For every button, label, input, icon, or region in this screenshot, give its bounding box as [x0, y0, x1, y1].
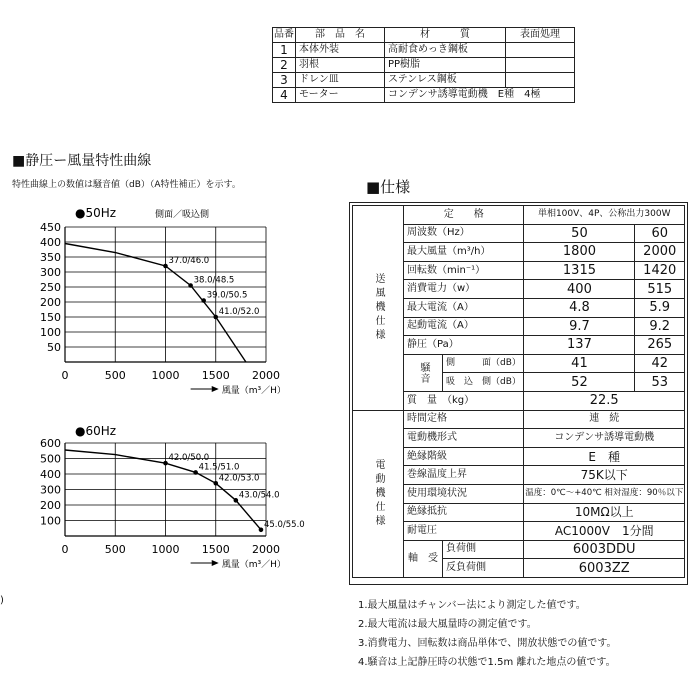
spec-value: AC1000V 1分間	[524, 522, 685, 541]
spec-value-60: 60	[635, 224, 685, 243]
y-tick-label: 350	[40, 251, 61, 264]
chart-50hz-title: ●50Hz	[75, 206, 117, 220]
y-tick-label: 250	[40, 281, 61, 294]
data-point	[163, 461, 168, 466]
data-label: 41.5/51.0	[198, 462, 240, 473]
spec-value-50: 9.7	[524, 317, 635, 336]
spec-noise-intake-60: 53	[635, 373, 685, 392]
parts-table	[272, 27, 575, 103]
x-tick-label: 1500	[201, 369, 230, 382]
part-name: モーター	[296, 88, 385, 103]
note-item: 1.最大風量はチャンバー法により測定した値です。	[358, 600, 586, 611]
part-name: 羽根	[296, 58, 385, 73]
x-tick-label: 0	[61, 543, 69, 556]
spec-value-50: 4.8	[524, 298, 635, 317]
chart-50hz	[0, 200, 300, 396]
x-tick-label: 500	[104, 369, 126, 382]
spec-label: 巻線温度上昇	[404, 466, 524, 485]
data-point	[259, 528, 264, 533]
data-point	[193, 470, 198, 475]
y-tick-label: 400	[40, 468, 61, 481]
spec-value-60: 9.2	[635, 317, 685, 336]
spec-bearing-load-value: 6003DDU	[524, 540, 685, 559]
y-tick-label: 300	[40, 266, 61, 279]
data-label: 42.0/50.0	[168, 453, 210, 464]
x-tick-label: 1500	[201, 543, 230, 556]
part-finish	[506, 58, 575, 73]
data-point	[188, 283, 193, 288]
part-no: 4	[273, 88, 296, 103]
spec-value-60: 515	[635, 280, 685, 299]
y-tick-label: 300	[40, 483, 61, 497]
y-tick-label: 200	[40, 499, 61, 512]
y-tick-label: 50	[47, 341, 61, 354]
x-tick-label: 1000	[151, 543, 180, 556]
part-material: PP樹脂	[385, 58, 506, 73]
spec-noise-intake-label: 吸 込 側（dB）	[443, 373, 524, 392]
data-point	[213, 481, 218, 486]
parts-row	[273, 58, 575, 73]
spec-value: 10MΩ以上	[524, 503, 685, 522]
data-point	[213, 315, 218, 320]
part-finish	[506, 73, 575, 88]
parts-row	[273, 43, 575, 58]
part-material: コンデンサ誘導電動機 E種 4極	[385, 88, 575, 103]
spec-title: ■仕様	[366, 178, 411, 196]
spec-table	[352, 205, 685, 578]
chart-60hz-svg	[0, 418, 305, 578]
spec-bearing-load-label: 負荷側	[443, 540, 524, 559]
spec-noise-side-60: 42	[635, 354, 685, 373]
spec-value: E 種	[524, 447, 685, 466]
y-tick-label: 600	[40, 437, 61, 450]
spec-bearing-anti-value: 6003ZZ	[524, 559, 685, 578]
spec-bearing-anti-label: 反負荷側	[443, 559, 524, 578]
part-material: 高耐食めっき鋼板	[385, 43, 506, 58]
x-tick-label: 500	[104, 543, 126, 556]
part-no: 3	[273, 73, 296, 88]
spec-noise-label: 騒音	[404, 354, 443, 391]
data-point	[201, 298, 206, 303]
data-label: 43.0/54.0	[238, 490, 280, 501]
spec-value: 連 続	[524, 410, 685, 429]
spec-label: 電動機形式	[404, 429, 524, 448]
chart-60hz-title: ●60Hz	[75, 424, 117, 438]
spec-label: 静圧（Pa）	[404, 336, 524, 355]
data-label: 37.0/46.0	[168, 256, 210, 266]
data-point	[234, 498, 239, 503]
spec-label: 耐電圧	[404, 522, 524, 541]
y-tick-label: 500	[40, 452, 61, 466]
x-axis-label: 風量（m³／H）	[221, 560, 286, 570]
spec-mass-label: 質 量 （kg）	[404, 391, 524, 410]
spec-value-50: 1315	[524, 261, 635, 280]
spec-value: コンデンサ誘導電動機	[524, 429, 685, 448]
spec-rating-label: 定 格	[404, 206, 524, 225]
spec-label: 周波数（Hz）	[404, 224, 524, 243]
part-name: 本体外装	[296, 43, 385, 58]
part-material: ステンレス鋼板	[385, 73, 506, 88]
spec-value-50: 50	[524, 224, 635, 243]
spec-label: 消費電力（w）	[404, 280, 524, 299]
part-finish	[506, 43, 575, 58]
y-tick-label: 100	[40, 514, 61, 528]
spec-mass-value: 22.5	[524, 391, 685, 410]
x-tick-label: 2000	[252, 543, 280, 556]
spec-label: 最大風量（m³/h）	[404, 243, 524, 262]
spec-group-motor: 電動機仕様	[353, 410, 404, 577]
parts-row	[273, 73, 575, 88]
spec-value-60: 2000	[635, 243, 685, 262]
y-tick-label: 400	[40, 236, 61, 249]
spec-row	[353, 410, 685, 429]
spec-value-60: 5.9	[635, 298, 685, 317]
axis-arrow-head	[212, 560, 219, 566]
part-no: 1	[273, 43, 296, 58]
edge-mark: )	[0, 595, 4, 606]
y-tick-label: 100	[40, 326, 61, 339]
spec-value-50: 400	[524, 280, 635, 299]
spec-value-50: 1800	[524, 243, 635, 262]
note-item: 4.騒音は上記静圧時の状態で1.5m 離れた地点の値です。	[358, 657, 616, 668]
spec-value-50: 137	[524, 336, 635, 355]
parts-header-finish: 表面処理	[506, 28, 575, 43]
x-tick-label: 1000	[151, 369, 180, 382]
part-no: 2	[273, 58, 296, 73]
data-label: 42.0/53.0	[218, 473, 260, 484]
spec-value: 温度：0℃～+40℃ 相対湿度：90％以下	[524, 484, 685, 503]
y-tick-label: 200	[40, 296, 61, 309]
spec-label: 最大電流（A）	[404, 298, 524, 317]
spec-value-60: 1420	[635, 261, 685, 280]
series-line	[65, 244, 246, 363]
data-point	[163, 264, 168, 269]
spec-noise-side-label: 側 面（dB）	[443, 354, 524, 373]
spec-value-60: 265	[635, 336, 685, 355]
spec-label: 使用環境状況	[404, 484, 524, 503]
spec-label: 絶縁階級	[404, 447, 524, 466]
parts-header-name: 部 品 名	[296, 28, 385, 43]
curve-section-subtitle: 特性曲線上の数値は騒音値（dB）（A特性補正）を示す。	[12, 180, 241, 190]
data-label: 39.0/50.5	[206, 290, 248, 301]
spec-label: 起動電流（A）	[404, 317, 524, 336]
chart-60hz	[0, 418, 305, 578]
spec-value: 75K以下	[524, 466, 685, 485]
parts-header-material: 材 質	[385, 28, 506, 43]
x-axis-label: 風量（m³／H）	[221, 386, 286, 396]
chart-50hz-side-label: 側面／吸込側	[155, 210, 210, 220]
spec-table-frame	[349, 202, 688, 585]
y-tick-label: 150	[40, 311, 61, 324]
spec-label: 回転数（min⁻¹）	[404, 261, 524, 280]
data-label: 38.0/48.5	[193, 275, 235, 286]
x-tick-label: 2000	[252, 369, 280, 382]
curve-section-title: ■静圧ー風量特性曲線	[12, 153, 152, 169]
axis-arrow-head	[212, 386, 219, 392]
spec-rating-value: 単相100V、4P、公称出力300W	[524, 206, 685, 225]
data-label: 41.0/52.0	[218, 307, 260, 317]
spec-group-fan: 送風機仕様	[353, 206, 404, 411]
chart-50hz-svg	[0, 200, 300, 396]
data-label: 45.0/55.0	[263, 519, 305, 530]
spec-noise-intake-50: 52	[524, 373, 635, 392]
spec-label: 絶縁抵抗	[404, 503, 524, 522]
spec-label: 時間定格	[404, 410, 524, 429]
note-item: 2.最大電流は最大風量時の測定値です。	[358, 619, 537, 630]
spec-bearing-label: 軸 受	[404, 540, 443, 577]
parts-header-row	[273, 28, 575, 43]
y-tick-label: 450	[40, 221, 61, 234]
note-item: 3.消費電力、回転数は商品単体で、開放状態での値です。	[358, 638, 617, 649]
parts-row	[273, 88, 575, 103]
x-tick-label: 0	[61, 369, 69, 382]
parts-header-no: 品番	[273, 28, 296, 43]
part-name: ドレン皿	[296, 73, 385, 88]
spec-noise-side-50: 41	[524, 354, 635, 373]
